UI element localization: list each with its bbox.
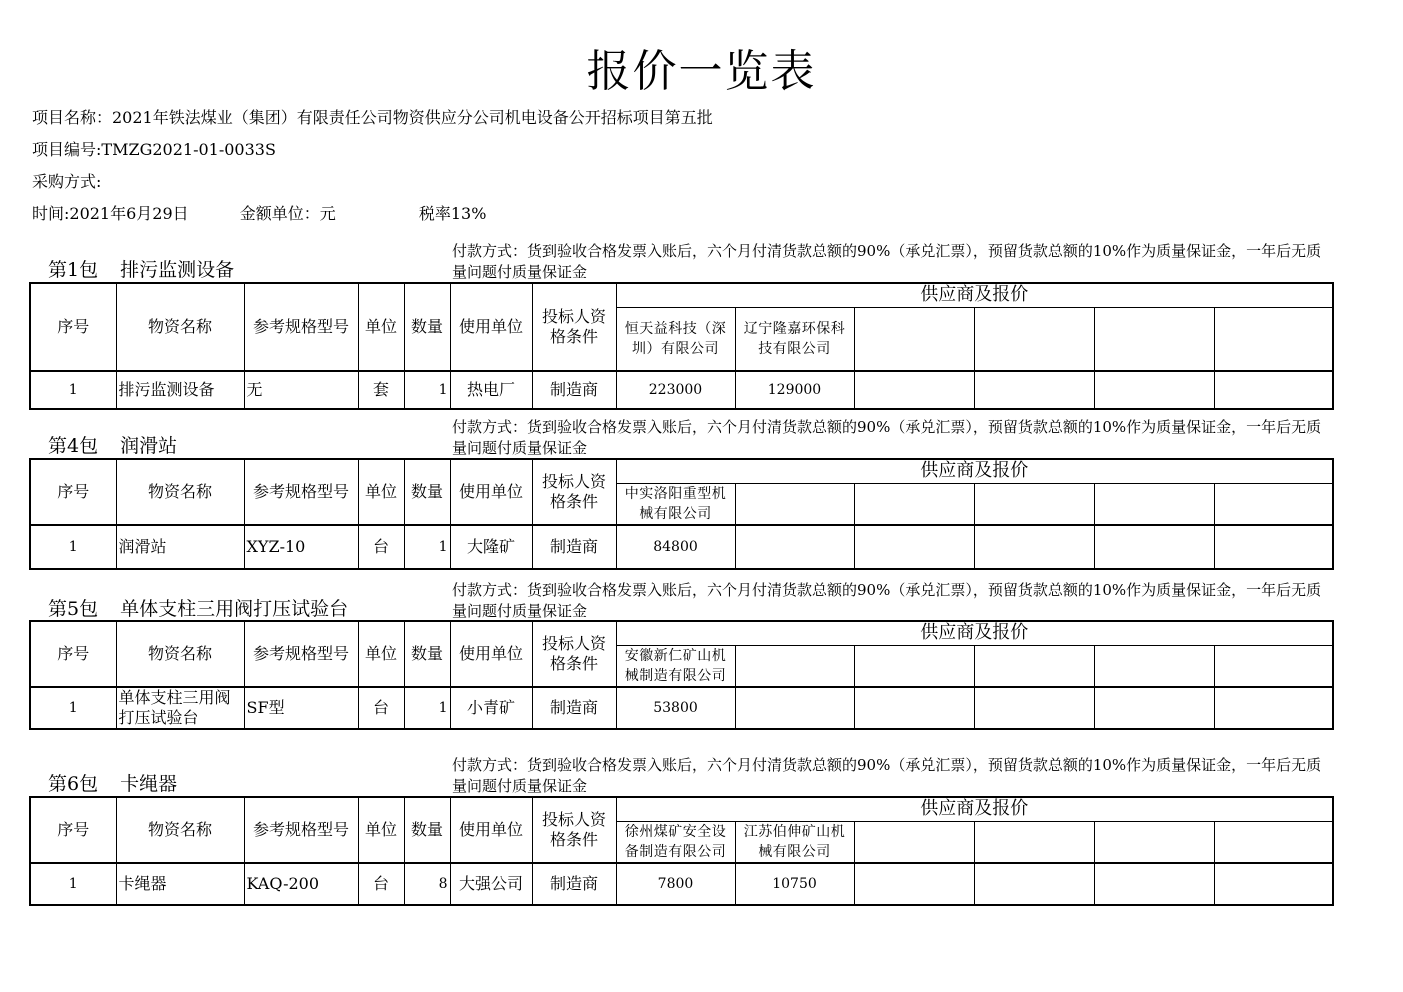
package-heading xyxy=(48,434,177,458)
package-number: 第4包 xyxy=(48,435,99,457)
header-spec: 参考规格型号 xyxy=(244,283,358,371)
package-name: 排污监测设备 xyxy=(120,259,235,281)
cell-price: 223000 xyxy=(616,371,735,409)
header-user: 使用单位 xyxy=(450,797,532,863)
header-qualification: 投标人资格条件 xyxy=(532,283,616,371)
cell-price xyxy=(735,525,854,569)
cell-unit: 台 xyxy=(358,863,404,905)
time-currency-tax-line xyxy=(32,204,486,224)
cell-price xyxy=(854,371,974,409)
cell-qty: 1 xyxy=(404,371,450,409)
cell-price xyxy=(854,863,974,905)
cell-user: 热电厂 xyxy=(450,371,532,409)
header-unit: 单位 xyxy=(358,459,404,525)
header-seq: 序号 xyxy=(30,797,116,863)
supplier-name: 安徽新仁矿山机械制造有限公司 xyxy=(616,645,735,687)
cell-price xyxy=(1214,687,1333,729)
cell-qty: 8 xyxy=(404,863,450,905)
time-text: 时间:2021年6月29日 xyxy=(32,204,189,223)
cell-price xyxy=(1214,863,1333,905)
currency-unit-text: 金额单位：元 xyxy=(239,204,336,223)
header-user: 使用单位 xyxy=(450,283,532,371)
cell-seq: 1 xyxy=(30,863,116,905)
supplier-name xyxy=(1214,307,1333,371)
cell-price xyxy=(1094,371,1214,409)
package-number: 第1包 xyxy=(48,259,99,281)
supplier-name xyxy=(1094,645,1214,687)
cell-price: 129000 xyxy=(735,371,854,409)
header-qty: 数量 xyxy=(404,621,450,687)
cell-price xyxy=(974,687,1094,729)
cell-price: 10750 xyxy=(735,863,854,905)
cell-seq: 1 xyxy=(30,371,116,409)
supplier-name: 辽宁隆嘉环保科技有限公司 xyxy=(735,307,854,371)
supplier-name xyxy=(1094,307,1214,371)
header-unit: 单位 xyxy=(358,797,404,863)
cell-qualification: 制造商 xyxy=(532,687,616,729)
table-row xyxy=(30,525,1333,569)
supplier-name: 江苏伯伸矿山机械有限公司 xyxy=(735,821,854,863)
procurement-method: 采购方式: xyxy=(32,172,102,191)
supplier-name xyxy=(735,645,854,687)
cell-price xyxy=(735,687,854,729)
supplier-name xyxy=(974,307,1094,371)
cell-price xyxy=(854,687,974,729)
cell-item-name: 润滑站 xyxy=(116,525,244,569)
header-seq: 序号 xyxy=(30,459,116,525)
header-suppliers: 供应商及报价 xyxy=(616,459,1333,483)
cell-spec: SF型 xyxy=(244,687,358,729)
cell-price xyxy=(1094,525,1214,569)
supplier-name: 中实洛阳重型机械有限公司 xyxy=(616,483,735,525)
cell-unit: 套 xyxy=(358,371,404,409)
payment-terms: 付款方式：货到验收合格发票入账后，六个月付清货款总额的90%（承兑汇票），预留货款总额的10%作为质量保证金，一年后无质量问题付质量保证金 xyxy=(452,242,1322,281)
supplier-name xyxy=(1094,483,1214,525)
cell-unit: 台 xyxy=(358,525,404,569)
page-title: 报价一览表 xyxy=(586,46,817,97)
package-number: 第5包 xyxy=(48,598,99,620)
header-spec: 参考规格型号 xyxy=(244,459,358,525)
cell-price xyxy=(974,525,1094,569)
supplier-name xyxy=(1214,483,1333,525)
header-seq: 序号 xyxy=(30,621,116,687)
header-qty: 数量 xyxy=(404,459,450,525)
header-qty: 数量 xyxy=(404,797,450,863)
header-qty: 数量 xyxy=(404,283,450,371)
project-name: 项目名称：2021年铁法煤业（集团）有限责任公司物资供应分公司机电设备公开招标项目第五批 xyxy=(32,108,713,127)
supplier-name xyxy=(1094,821,1214,863)
quote-table xyxy=(29,796,1334,906)
header-qualification: 投标人资格条件 xyxy=(532,459,616,525)
cell-user: 大强公司 xyxy=(450,863,532,905)
cell-price xyxy=(1094,863,1214,905)
cell-unit: 台 xyxy=(358,687,404,729)
header-name: 物资名称 xyxy=(116,621,244,687)
header-suppliers: 供应商及报价 xyxy=(616,283,1333,307)
quote-table xyxy=(29,620,1334,730)
header-qualification: 投标人资格条件 xyxy=(532,797,616,863)
package-heading xyxy=(48,258,234,282)
payment-terms: 付款方式：货到验收合格发票入账后，六个月付清货款总额的90%（承兑汇票），预留货款总额的10%作为质量保证金，一年后无质量问题付质量保证金 xyxy=(452,756,1322,795)
cell-item-name: 卡绳器 xyxy=(116,863,244,905)
header-name: 物资名称 xyxy=(116,283,244,371)
header-seq: 序号 xyxy=(30,283,116,371)
cell-user: 大隆矿 xyxy=(450,525,532,569)
cell-item-name: 单体支柱三用阀打压试验台 xyxy=(116,687,244,729)
project-code: 项目编号:TMZG2021-01-0033S xyxy=(32,140,276,159)
supplier-name: 恒天益科技（深圳）有限公司 xyxy=(616,307,735,371)
supplier-name xyxy=(1214,821,1333,863)
header-name: 物资名称 xyxy=(116,797,244,863)
package-name: 卡绳器 xyxy=(120,773,178,795)
cell-qualification: 制造商 xyxy=(532,371,616,409)
table-row xyxy=(30,687,1333,729)
cell-spec: KAQ-200 xyxy=(244,863,358,905)
cell-price xyxy=(1094,687,1214,729)
supplier-name: 徐州煤矿安全设备制造有限公司 xyxy=(616,821,735,863)
table-row xyxy=(30,371,1333,409)
payment-terms: 付款方式：货到验收合格发票入账后，六个月付清货款总额的90%（承兑汇票），预留货款总额的10%作为质量保证金，一年后无质量问题付质量保证金 xyxy=(452,581,1322,620)
cell-spec: XYZ-10 xyxy=(244,525,358,569)
cell-seq: 1 xyxy=(30,525,116,569)
header-suppliers: 供应商及报价 xyxy=(616,797,1333,821)
supplier-name xyxy=(854,821,974,863)
cell-qualification: 制造商 xyxy=(532,525,616,569)
supplier-name xyxy=(974,483,1094,525)
supplier-name xyxy=(1214,645,1333,687)
header-qualification: 投标人资格条件 xyxy=(532,621,616,687)
payment-terms: 付款方式：货到验收合格发票入账后，六个月付清货款总额的90%（承兑汇票），预留货款总额的10%作为质量保证金，一年后无质量问题付质量保证金 xyxy=(452,418,1322,457)
cell-qualification: 制造商 xyxy=(532,863,616,905)
cell-qty: 1 xyxy=(404,687,450,729)
package-heading xyxy=(48,772,177,796)
supplier-name xyxy=(854,645,974,687)
cell-price xyxy=(974,371,1094,409)
header-unit: 单位 xyxy=(358,621,404,687)
package-name: 单体支柱三用阀打压试验台 xyxy=(120,598,349,620)
cell-price xyxy=(854,525,974,569)
cell-seq: 1 xyxy=(30,687,116,729)
supplier-name xyxy=(974,821,1094,863)
header-spec: 参考规格型号 xyxy=(244,797,358,863)
cell-spec: 无 xyxy=(244,371,358,409)
cell-price xyxy=(1214,525,1333,569)
quote-table xyxy=(29,282,1334,410)
header-spec: 参考规格型号 xyxy=(244,621,358,687)
header-name: 物资名称 xyxy=(116,459,244,525)
header-user: 使用单位 xyxy=(450,459,532,525)
cell-price: 7800 xyxy=(616,863,735,905)
package-heading xyxy=(48,597,348,621)
cell-item-name: 排污监测设备 xyxy=(116,371,244,409)
supplier-name xyxy=(854,483,974,525)
cell-price xyxy=(1214,371,1333,409)
header-unit: 单位 xyxy=(358,283,404,371)
cell-qty: 1 xyxy=(404,525,450,569)
package-number: 第6包 xyxy=(48,773,99,795)
tax-rate-text: 税率13% xyxy=(418,204,487,223)
cell-price: 53800 xyxy=(616,687,735,729)
supplier-name xyxy=(854,307,974,371)
cell-price: 84800 xyxy=(616,525,735,569)
supplier-name xyxy=(735,483,854,525)
header-suppliers: 供应商及报价 xyxy=(616,621,1333,645)
cell-price xyxy=(974,863,1094,905)
header-user: 使用单位 xyxy=(450,621,532,687)
package-name: 润滑站 xyxy=(120,435,178,457)
supplier-name xyxy=(974,645,1094,687)
table-row xyxy=(30,863,1333,905)
cell-user: 小青矿 xyxy=(450,687,532,729)
quote-table xyxy=(29,458,1334,570)
